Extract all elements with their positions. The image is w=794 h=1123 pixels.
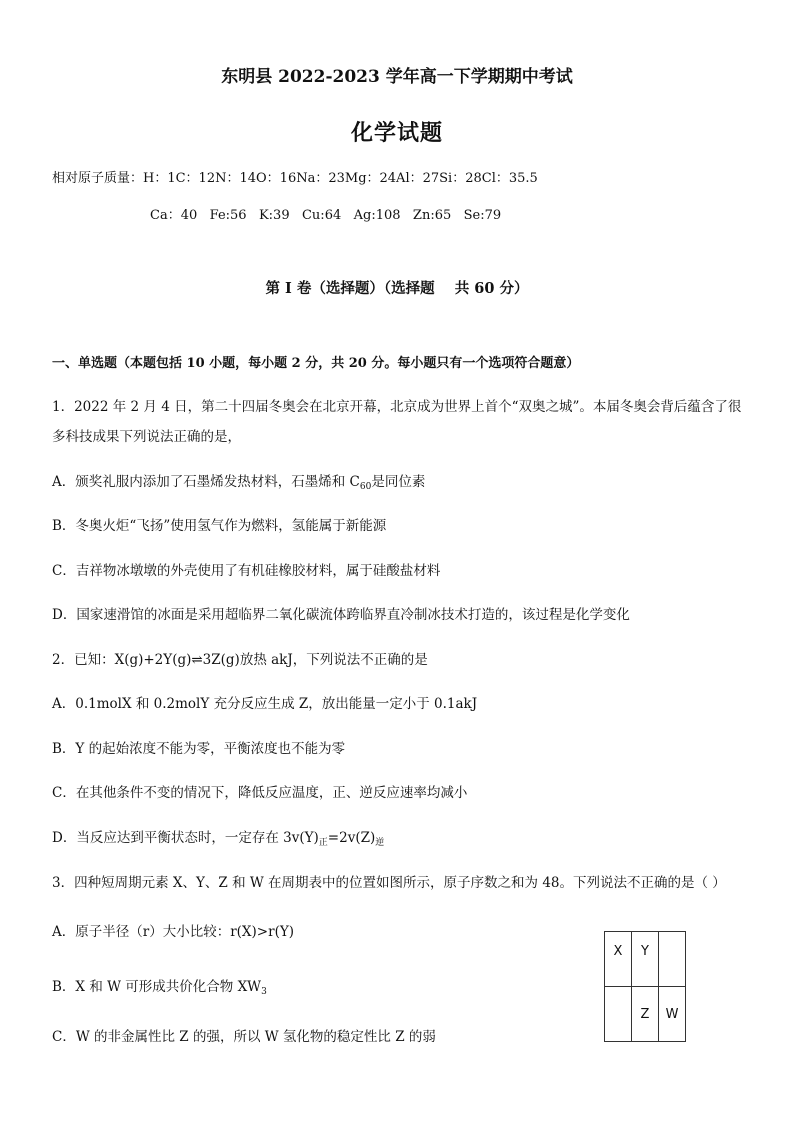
q1-option-a-subscript: 60 bbox=[359, 482, 372, 492]
grid-cell-y: Y bbox=[632, 932, 659, 987]
q2-stem: 2．已知：X(g)+2Y(g)⇌3Z(g)放热 akJ，下列说法不正确的是 bbox=[52, 652, 428, 668]
grid-cell-empty-1 bbox=[659, 932, 686, 987]
q1-option-a-text: A．颁奖礼服内添加了石墨烯发热材料，石墨烯和 C bbox=[52, 474, 360, 490]
q1-option-a bbox=[52, 470, 425, 490]
exam-title: 东明县 2022-2023 学年高一下学期期中考试 bbox=[221, 67, 573, 87]
grid-cell-empty-2 bbox=[605, 987, 632, 1042]
periodic-table-fragment bbox=[604, 931, 686, 1042]
q3-option-c: C．W 的非金属性比 Z 的强，所以 W 氢化物的稳定性比 Z 的弱 bbox=[52, 1029, 436, 1045]
atomic-mass-line-2: Ca：40 Fe:56 K:39 Cu:64 Ag:108 Zn:65 Se:79 bbox=[150, 208, 502, 223]
q1-stem-line-1: 1．2022 年 2 月 4 日，第二十四届冬奥会在北京开幕，北京成为世界上首个“双奥之城”。本届冬奥会背后蕴含了很 bbox=[52, 399, 742, 415]
q2-option-d-subscript-1: 正 bbox=[318, 838, 328, 848]
q2-option-b: B．Y 的起始浓度不能为零，平衡浓度也不能为零 bbox=[52, 741, 346, 757]
q3-option-b-text: B．X 和 W 可形成共价化合物 XW bbox=[52, 979, 262, 995]
q1-option-a-text-end: 是同位素 bbox=[371, 474, 426, 490]
q1-option-c: C．吉祥物冰墩墩的外壳使用了有机硅橡胶材料，属于硅酸盐材料 bbox=[52, 563, 441, 579]
q3-option-b bbox=[52, 975, 267, 995]
grid-cell-z: Z bbox=[632, 987, 659, 1042]
q2-option-d bbox=[52, 826, 384, 846]
q1-option-b: B．冬奥火炬“飞扬”使用氢气作为燃料，氢能属于新能源 bbox=[52, 518, 387, 534]
grid-cell-x: X bbox=[605, 932, 632, 987]
grid-row-1 bbox=[605, 932, 686, 987]
q1-option-d: D．国家速滑馆的冰面是采用超临界二氧化碳流体跨临界直冷制冰技术打造的，该过程是化学变化 bbox=[52, 607, 630, 623]
q3-stem: 3．四种短周期元素 X、Y、Z 和 W 在周期表中的位置如图所示，原子序数之和为 48。下列说法不正确的是（ ） bbox=[52, 875, 726, 891]
volume-title: 第 I 卷（选择题）（选择题 共 60 分） bbox=[265, 280, 529, 297]
q2-option-d-subscript-2: 逆 bbox=[375, 838, 385, 848]
q2-option-d-text-mid: =2v(Z) bbox=[327, 830, 376, 846]
q2-option-d-text: D．当反应达到平衡状态时，一定存在 3v(Y) bbox=[52, 830, 319, 846]
q3-option-b-subscript: 3 bbox=[261, 987, 267, 997]
grid-cell-w: W bbox=[659, 987, 686, 1042]
q2-option-a: A．0.1molX 和 0.2molY 充分反应生成 Z，放出能量一定小于 0.1akJ bbox=[52, 696, 478, 712]
q2-option-c: C．在其他条件不变的情况下，降低反应温度，正、逆反应速率均减小 bbox=[52, 785, 468, 801]
q3-option-a: A．原子半径（r）大小比较：r(X)>r(Y) bbox=[52, 924, 295, 940]
grid-row-2 bbox=[605, 987, 686, 1042]
q1-stem-line-2: 多科技成果下列说法正确的是， bbox=[52, 429, 241, 445]
part-title: 一、单选题（本题包括 10 小题，每小题 2 分，共 20 分。每小题只有一个选项符合题意） bbox=[52, 356, 580, 371]
subject-title: 化学试题 bbox=[350, 120, 443, 146]
atomic-mass-line-1: 相对原子质量：H：1C：12N：14O：16Na：23Mg：24Al：27Si：28Cl：35.5 bbox=[52, 171, 538, 186]
